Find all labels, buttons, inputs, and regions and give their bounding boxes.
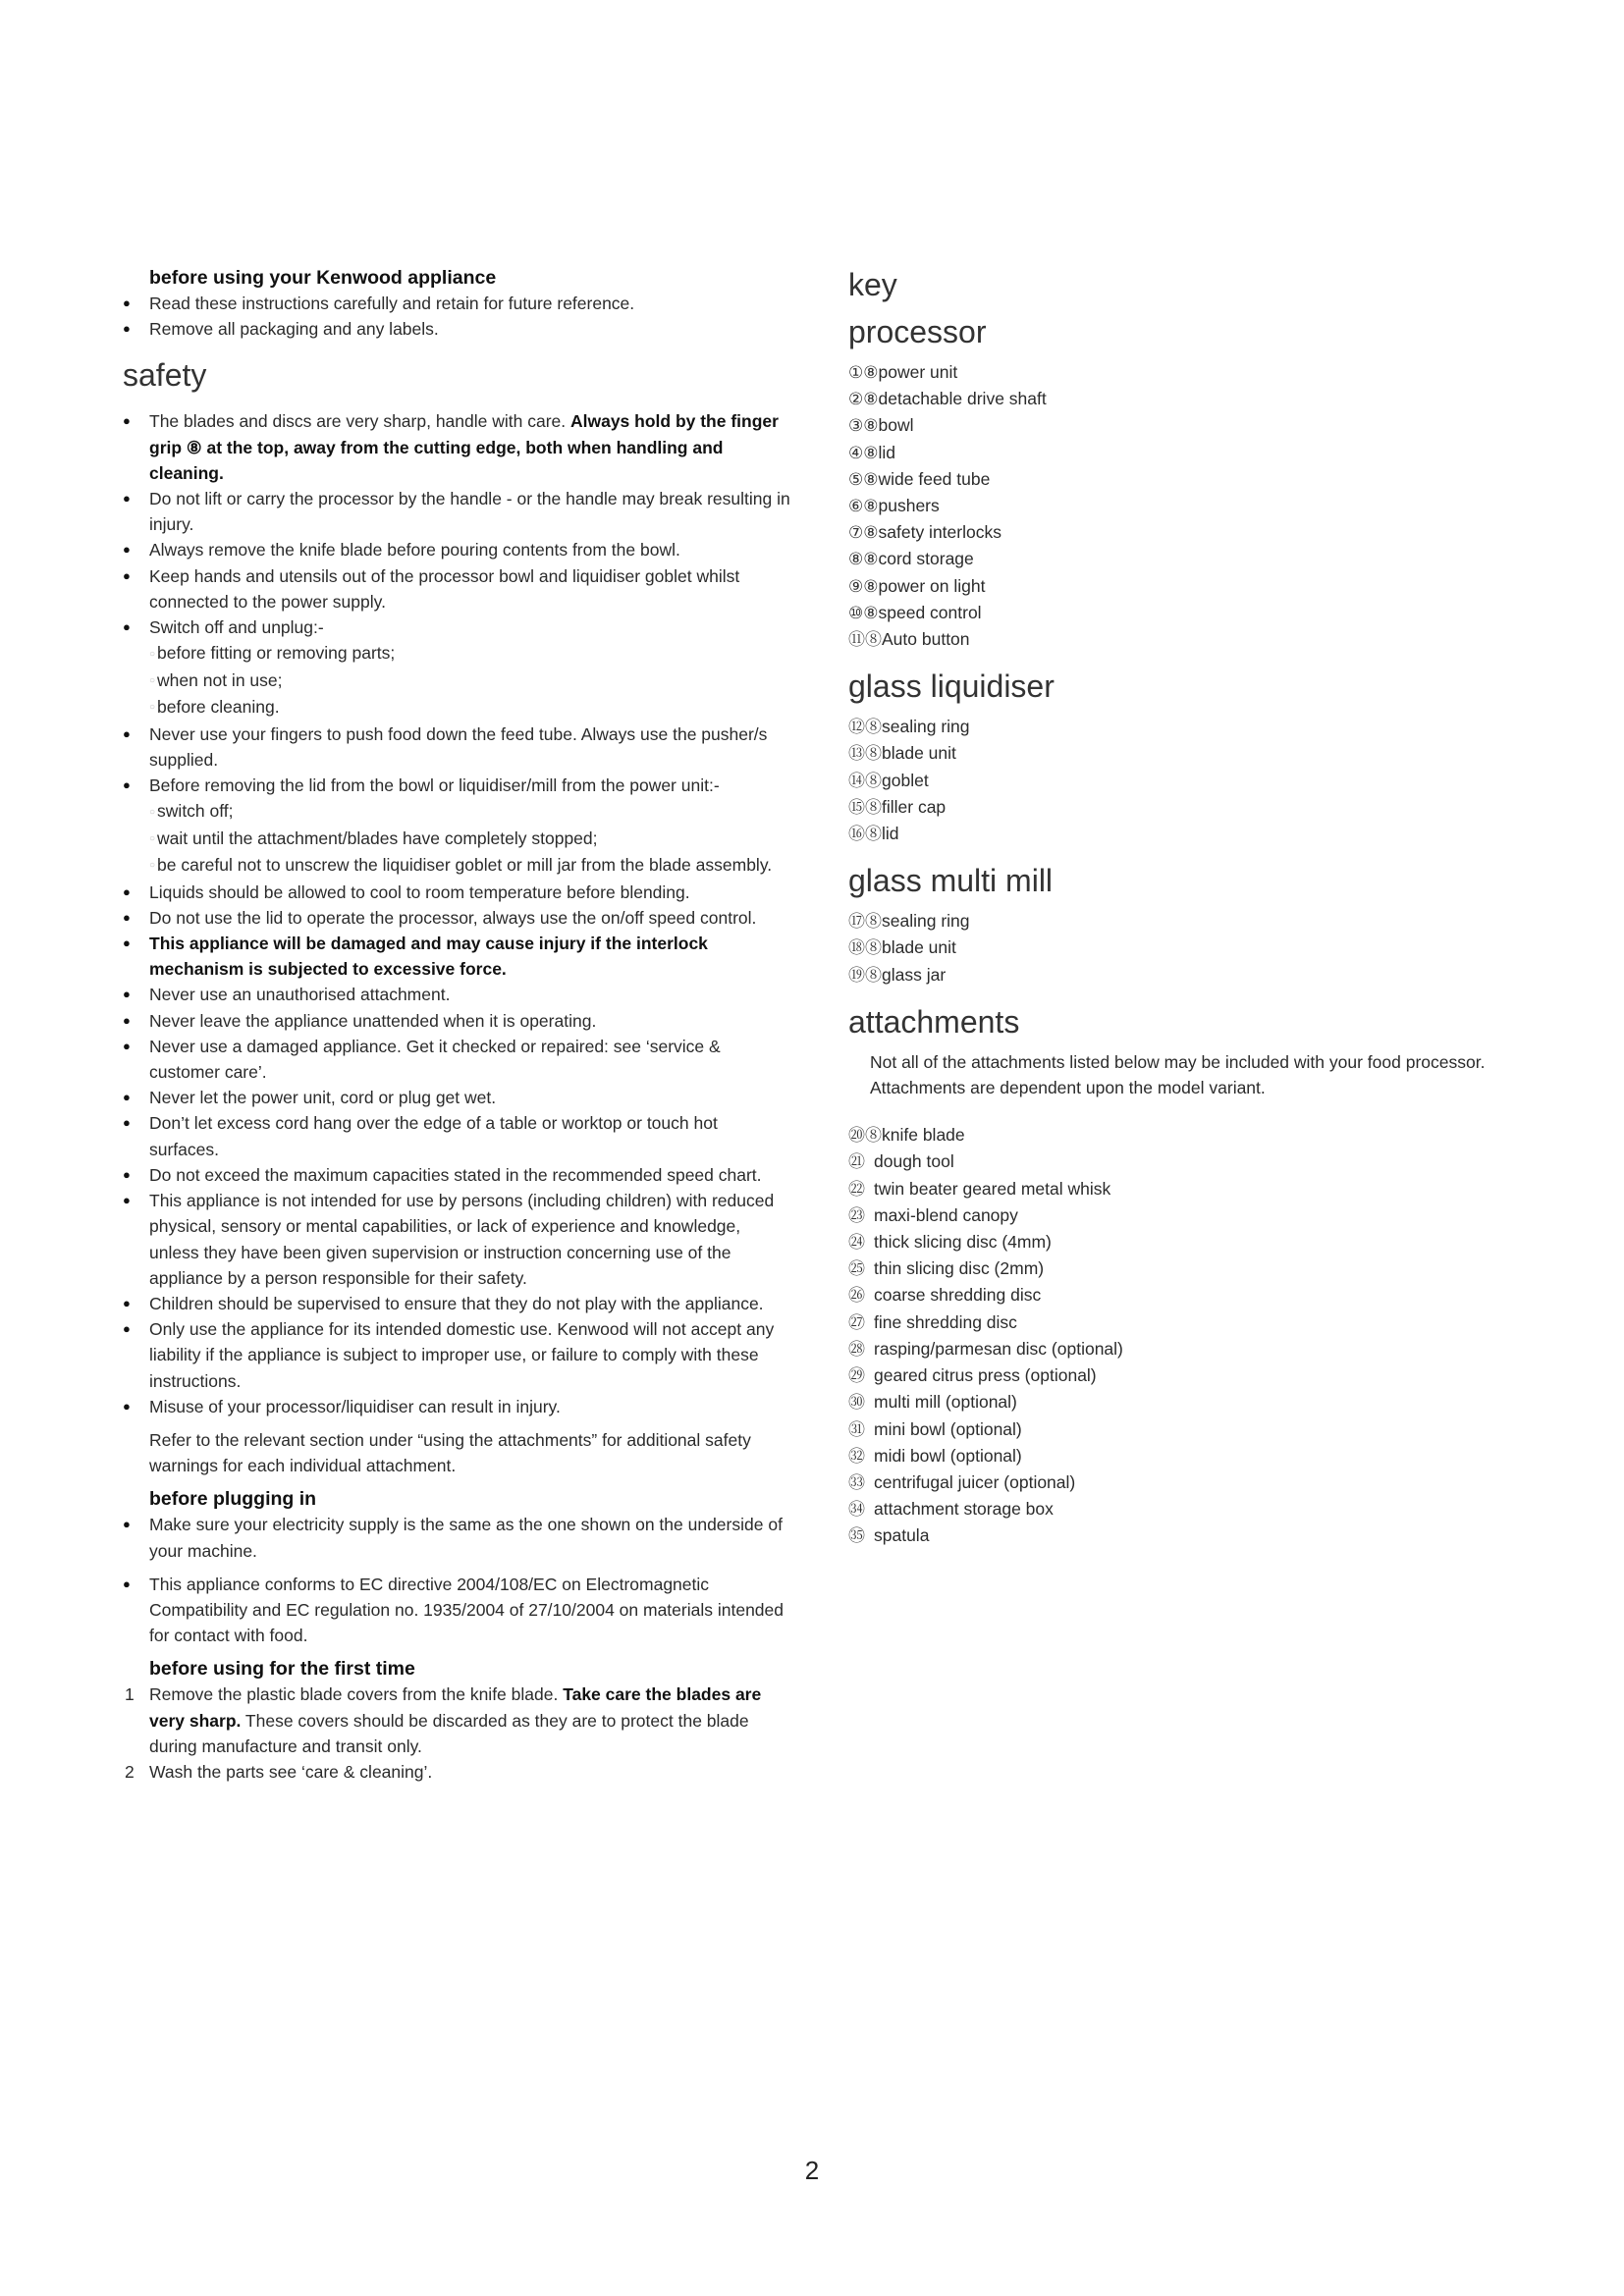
list-item: ● Keep hands and utensils out of the processor bowl and liquidiser goblet whilst connected to the power supply. xyxy=(123,563,790,614)
attachments-intro: Not all of the attachments listed below may be included with your food processor. Attachments are dependent upon the model variant. xyxy=(870,1051,1486,1098)
key-item: ㉙ geared citrus press (optional) xyxy=(848,1365,1097,1386)
key-item: ㉔ thick slicing disc (4mm) xyxy=(848,1232,1052,1253)
first-time-steps xyxy=(123,1682,790,1785)
key-item: ㉗ fine shredding disc xyxy=(848,1311,1017,1332)
list-item: ● Misuse of your processor/liquidiser can result in injury. xyxy=(123,1394,790,1419)
safety-list xyxy=(123,408,790,1419)
list-item: ● Children should be supervised to ensure that they do not play with the appliance. xyxy=(123,1291,790,1316)
key-item: ㉖ coarse shredding disc xyxy=(848,1285,1042,1306)
key-item: ⑰⑧sealing ring xyxy=(848,911,970,932)
first-time-heading: before using for the first time xyxy=(149,1658,415,1681)
right-column xyxy=(848,265,1496,1550)
before-plugging-heading: before plugging in xyxy=(149,1488,317,1511)
sub-list xyxy=(149,640,790,721)
list-item: ● Never use a damaged appliance. Get it checked or repaired: see ‘service & customer care’. xyxy=(123,1034,790,1085)
list-item: ● This appliance conforms to EC directive 2004/108/EC on Electromagnetic Compatibility and EC regulation no. 1935/2004 of 27/10/2004 on materials intended for contact with food. xyxy=(123,1572,790,1649)
key-heading: key xyxy=(848,267,897,302)
key-item: ㉟ spatula xyxy=(848,1525,930,1546)
sub-list-item: ○ be careful not to unscrew the liquidiser goblet or mill jar from the blade assembly. xyxy=(149,855,773,876)
key-item: ⑲⑧glass jar xyxy=(848,964,947,985)
list-item: ● Only use the appliance for its intended domestic use. Kenwood will not accept any liability if the appliance is subject to improper use, or failure to comply with these instructions. xyxy=(123,1316,790,1394)
before-using-heading: before using your Kenwood appliance xyxy=(149,267,497,289)
attachments-key-list xyxy=(848,1122,1496,1549)
key-item: ①⑧power unit xyxy=(848,362,958,382)
key-item: ㉝ centrifugal juicer (optional) xyxy=(848,1471,1076,1492)
key-item: ㉜ midi bowl (optional) xyxy=(848,1445,1022,1466)
key-item: ㉚ multi mill (optional) xyxy=(848,1392,1017,1413)
sub-list-item: ○ switch off; xyxy=(149,801,234,822)
list-item: ● Liquids should be allowed to cool to room temperature before blending. xyxy=(123,880,790,905)
multimill-key-list xyxy=(848,908,1496,988)
sub-list-item: ○ before cleaning. xyxy=(149,697,280,718)
key-item: ㉑ dough tool xyxy=(848,1151,954,1172)
list-item: ● Remove all packaging and any labels. xyxy=(123,316,790,342)
list-item: ● Always remove the knife blade before pouring contents from the bowl. xyxy=(123,537,790,562)
safety-heading: safety xyxy=(123,357,207,394)
processor-key-list xyxy=(848,359,1496,653)
key-item: ㉓ maxi-blend canopy xyxy=(848,1204,1018,1225)
key-item: ⑨⑧power on light xyxy=(848,575,986,596)
processor-heading: processor xyxy=(848,314,987,349)
list-item: ● Do not lift or carry the processor by the handle - or the handle may break resulting in injury. xyxy=(123,486,790,537)
key-item: ⑮⑧filler cap xyxy=(848,796,947,817)
list-item: ● This appliance will be damaged and may cause injury if the interlock mechanism is subjected to excessive force. xyxy=(123,931,790,982)
key-item: ⑯⑧lid xyxy=(848,824,899,844)
key-item: ④⑧lid xyxy=(848,442,896,462)
list-item: ● Before removing the lid from the bowl or liquidiser/mill from the power unit:- ○ switch off; ○ wait until the attachment/blades have completely stopped; ○ be careful not to unscrew the liquidiser goblet or mill jar from the blade assembly. xyxy=(123,773,790,880)
sub-list-item: ○ before fitting or removing parts; xyxy=(149,643,396,664)
attachments-heading: attachments xyxy=(848,1003,1020,1040)
step-item: 2 Wash the parts see ‘care & cleaning’. xyxy=(125,1761,433,1782)
key-item: ⑱⑧blade unit xyxy=(848,937,956,958)
key-item: ③⑧bowl xyxy=(848,415,914,436)
key-item: ㉞ attachment storage box xyxy=(848,1499,1054,1520)
list-item: ● Don’t let excess cord hang over the edge of a table or worktop or touch hot surfaces. xyxy=(123,1110,790,1161)
list-item: ● Switch off and unplug:- ○ before fitting or removing parts; ○ when not in use; ○ before cleaning. xyxy=(123,614,790,721)
key-item: ㉘ rasping/parmesan disc (optional) xyxy=(848,1338,1123,1359)
before-plugging-list xyxy=(123,1512,790,1648)
left-column xyxy=(123,265,790,1785)
step-item: 1 Remove the plastic blade covers from the knife blade. Take care the blades are very sharp. These covers should be discarded as they are to protect the blade during manufacture and transit only. xyxy=(125,1684,762,1756)
key-item: ⑫⑧sealing ring xyxy=(848,717,970,737)
sub-list xyxy=(149,798,790,879)
finger-grip-marker: ⑧ xyxy=(186,437,202,457)
key-item: ㉕ thin slicing disc (2mm) xyxy=(848,1258,1045,1279)
liquidiser-key-list xyxy=(848,714,1496,847)
key-item: ㉒ twin beater geared metal whisk xyxy=(848,1178,1111,1199)
glass-multi-mill-heading: glass multi mill xyxy=(848,863,1054,899)
key-item: ⑭⑧goblet xyxy=(848,770,929,790)
key-item: ⑬⑧blade unit xyxy=(848,743,956,764)
sub-list-item: ○ when not in use; xyxy=(149,669,283,690)
key-item: ⑦⑧safety interlocks xyxy=(848,522,1001,543)
key-item: ⑳⑧knife blade xyxy=(848,1125,965,1146)
list-item: ● Do not use the lid to operate the processor, always use the on/off speed control. xyxy=(123,905,790,931)
list-item: ● Never let the power unit, cord or plug get wet. xyxy=(123,1085,790,1110)
list-item: ● Never use an unauthorised attachment. xyxy=(123,982,790,1007)
key-item: ⑤⑧wide feed tube xyxy=(848,468,991,489)
key-item: ⑥⑧pushers xyxy=(848,496,940,516)
key-item: ⑪⑧Auto button xyxy=(848,629,970,650)
key-item: ⑩⑧speed control xyxy=(848,602,982,622)
list-item: ● Do not exceed the maximum capacities stated in the recommended speed chart. xyxy=(123,1162,790,1188)
list-item: ● This appliance is not intended for use by persons (including children) with reduced physical, sensory or mental capabilities, or lack of experience and knowledge, unless they have been given supervision or instruction concerning use of the appliance by a person responsible for their safety. xyxy=(123,1188,790,1291)
before-using-list xyxy=(123,291,790,342)
list-item: ● Never leave the appliance unattended when it is operating. xyxy=(123,1008,790,1034)
key-item: ㉛ mini bowl (optional) xyxy=(848,1418,1022,1439)
glass-liquidiser-heading: glass liquidiser xyxy=(848,668,1055,705)
page-number: 2 xyxy=(804,2156,820,2185)
key-item: ②⑧detachable drive shaft xyxy=(848,389,1047,409)
list-item: ● The blades and discs are very sharp, handle with care. Always hold by the finger grip ⑧ at the top, away from the cutting edge, both when handling and cleaning. xyxy=(123,408,790,486)
list-item: ● Never use your fingers to push food down the feed tube. Always use the pusher/s supplied. xyxy=(123,721,790,773)
list-item: ● Make sure your electricity supply is the same as the one shown on the underside of your machine. xyxy=(123,1512,790,1563)
sub-list-item: ○ wait until the attachment/blades have completely stopped; xyxy=(149,828,598,848)
key-item: ⑧⑧cord storage xyxy=(848,549,974,569)
refer-note: Refer to the relevant section under “using the attachments” for additional safety warnings for each individual attachment. xyxy=(149,1429,751,1476)
list-item: ● Read these instructions carefully and retain for future reference. xyxy=(123,291,790,316)
